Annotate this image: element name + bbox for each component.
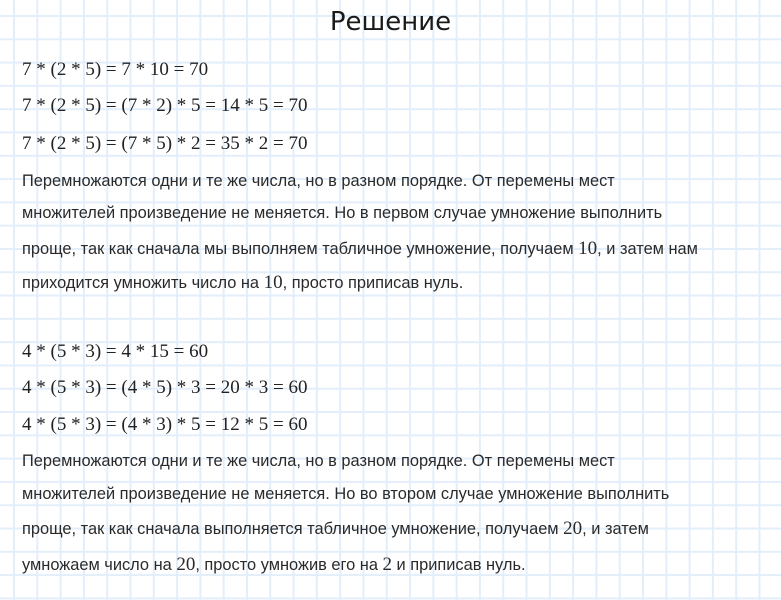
text: приходится умножить число на	[22, 274, 264, 292]
equation-1-1: 7 * (2 * 5) = 7 * 10 = 70	[22, 59, 209, 80]
equation-1-2: 7 * (2 * 5) = (7 * 2) * 5 = 14 * 5 = 70	[22, 95, 308, 116]
text: и приписав нуль.	[391, 556, 526, 574]
text: , и затем	[582, 520, 649, 538]
explanation-1-line-1: Перемножаются одни и те же числа, но в разном порядке. От перемены мест	[22, 172, 615, 190]
page-title: Решение	[329, 7, 452, 37]
equation-2-3: 4 * (5 * 3) = (4 * 3) * 5 = 12 * 5 = 60	[22, 414, 308, 435]
number: 20	[563, 518, 583, 539]
text: проще, так как сначала мы выполняем табличное умножение, получаем	[22, 240, 579, 258]
text: проще, так как сначала выполняется табличное умножение, получаем	[22, 520, 564, 538]
number: 10	[263, 272, 283, 293]
equation-1-3: 7 * (2 * 5) = (7 * 5) * 2 = 35 * 2 = 70	[22, 133, 308, 154]
text: , просто приписав нуль.	[282, 274, 464, 292]
text: умножаем число на	[22, 556, 177, 574]
text: , и затем нам	[597, 240, 698, 258]
equation-2-2: 4 * (5 * 3) = (4 * 5) * 3 = 20 * 3 = 60	[22, 377, 308, 398]
explanation-2-line-1: Перемножаются одни и те же числа, но в разном порядке. От перемены мест	[22, 452, 615, 470]
explanation-2-line-4	[22, 553, 526, 577]
number: 2	[382, 554, 392, 575]
number: 20	[176, 554, 196, 575]
explanation-1-line-4	[22, 271, 463, 295]
text: , просто умножив его на	[195, 556, 383, 574]
explanation-1-line-2: множителей произведение не меняется. Но в первом случае умножение выполнить	[22, 204, 663, 222]
explanation-2-line-3	[22, 517, 649, 541]
number: 10	[578, 238, 598, 259]
explanation-1-line-3	[22, 237, 698, 261]
equation-2-1: 4 * (5 * 3) = 4 * 15 = 60	[22, 341, 209, 362]
explanation-2-line-2: множителей произведение не меняется. Но во втором случае умножение выполнить	[22, 485, 670, 503]
